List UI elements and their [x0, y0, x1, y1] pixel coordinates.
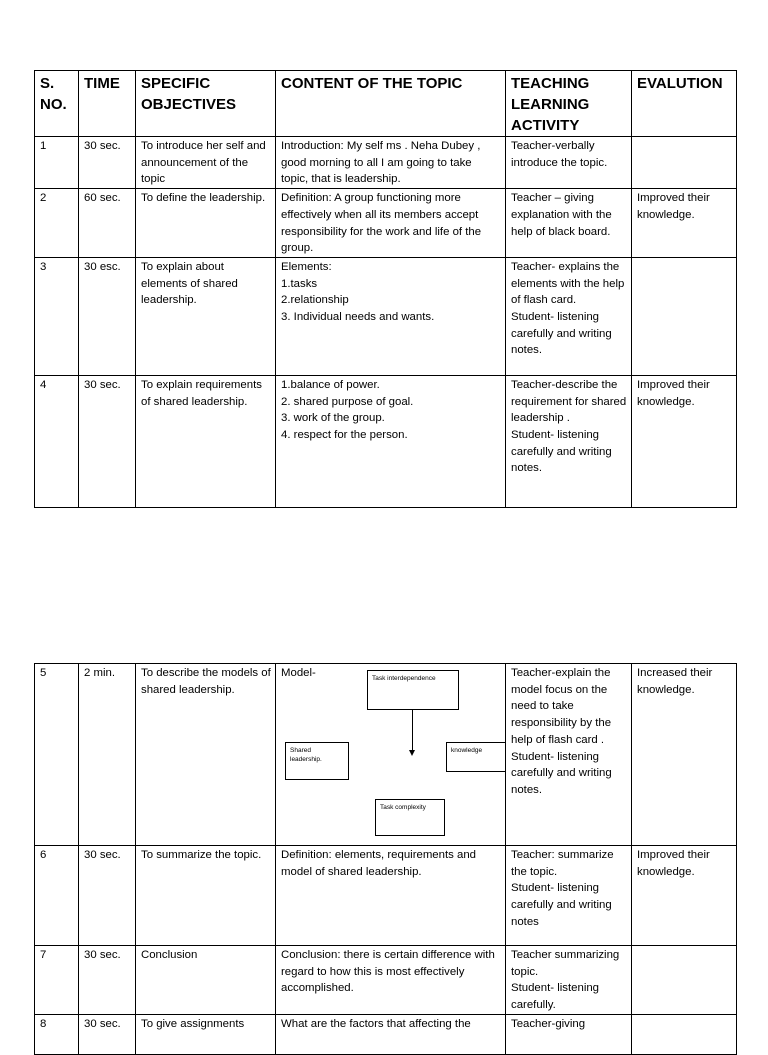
- cell-content: Elements: 1.tasks 2.relationship 3. Individual needs and wants.: [276, 257, 506, 375]
- cell-time: 60 sec.: [79, 189, 136, 258]
- cell-objective: To introduce her self and announcement of the topic: [136, 137, 276, 189]
- cell-time: 30 sec.: [79, 375, 136, 507]
- cell-evaluation: [632, 257, 737, 375]
- cell-activity: Teacher-explain the model focus on the need to take responsibility by the help of flash card . Student- listening carefully and writing notes.: [506, 664, 632, 846]
- table-row: [35, 257, 737, 375]
- cell-activity: Teacher-verbally introduce the topic.: [506, 137, 632, 189]
- cell-sno: 8: [35, 1014, 79, 1054]
- model-box-knowledge: knowledge: [446, 742, 506, 772]
- lesson-plan-table-2: [34, 663, 737, 1055]
- cell-time: 30 sec.: [79, 946, 136, 1015]
- lesson-plan-table-1: [34, 70, 737, 508]
- cell-content: Conclusion: there is certain difference with regard to how this is most effectively accomplished.: [276, 946, 506, 1015]
- cell-objective: To give assignments: [136, 1014, 276, 1054]
- table-row: [35, 946, 737, 1015]
- cell-content: Definition: A group functioning more effectively when all its members accept responsibility for the work and life of the group.: [276, 189, 506, 258]
- cell-evaluation: [632, 137, 737, 189]
- table-row: [35, 846, 737, 946]
- table-row: [35, 137, 737, 189]
- cell-evaluation: [632, 946, 737, 1015]
- table-row: [35, 1014, 737, 1054]
- cell-content: 1.balance of power. 2. shared purpose of goal. 3. work of the group. 4. respect for the person.: [276, 375, 506, 507]
- cell-sno: 6: [35, 846, 79, 946]
- table-row: [35, 375, 737, 507]
- cell-time: 30 sec.: [79, 137, 136, 189]
- cell-objective: To explain about elements of shared leadership.: [136, 257, 276, 375]
- model-label: Model-: [281, 667, 316, 679]
- table-header-row: [35, 71, 737, 137]
- header-content: CONTENT OF THE TOPIC: [276, 71, 506, 137]
- header-objectives: SPECIFIC OBJECTIVES: [136, 71, 276, 137]
- cell-content-model: [276, 664, 506, 846]
- cell-objective: To summarize the topic.: [136, 846, 276, 946]
- cell-evaluation: Improved their knowledge.: [632, 375, 737, 507]
- cell-content: Introduction: My self ms . Neha Dubey , good morning to all I am going to take topic, that is leadership.: [276, 137, 506, 189]
- cell-time: 30 sec.: [79, 1014, 136, 1054]
- cell-activity: Teacher-describe the requirement for shared leadership . Student- listening carefully and writing notes.: [506, 375, 632, 507]
- cell-objective: To describe the models of shared leadership.: [136, 664, 276, 846]
- cell-objective: Conclusion: [136, 946, 276, 1015]
- cell-time: 30 sec.: [79, 846, 136, 946]
- cell-activity: Teacher- explains the elements with the help of flash card. Student- listening carefully and writing notes.: [506, 257, 632, 375]
- model-box-task-complexity: Task complexity: [375, 799, 445, 836]
- cell-activity: Teacher – giving explanation with the help of black board.: [506, 189, 632, 258]
- header-evaluation: EVALUTION: [632, 71, 737, 137]
- cell-content: What are the factors that affecting the: [276, 1014, 506, 1054]
- cell-sno: 4: [35, 375, 79, 507]
- cell-evaluation: Improved their knowledge.: [632, 189, 737, 258]
- cell-activity: Teacher: summarize the topic. Student- listening carefully and writing notes: [506, 846, 632, 946]
- cell-time: 2 min.: [79, 664, 136, 846]
- header-sno: S. NO.: [35, 71, 79, 137]
- cell-objective: To define the leadership.: [136, 189, 276, 258]
- cell-evaluation: Improved their knowledge.: [632, 846, 737, 946]
- header-time: TIME: [79, 71, 136, 137]
- header-activity: TEACHING LEARNING ACTIVITY: [506, 71, 632, 137]
- cell-activity: Teacher summarizing topic. Student- listening carefully.: [506, 946, 632, 1015]
- cell-sno: 5: [35, 664, 79, 846]
- table-row: [35, 189, 737, 258]
- cell-evaluation: Increased their knowledge.: [632, 664, 737, 846]
- cell-sno: 7: [35, 946, 79, 1015]
- model-arrow-head-icon: [409, 750, 415, 756]
- model-box-task-interdependence: Task interdependence: [367, 670, 459, 710]
- cell-objective: To explain requirements of shared leadership.: [136, 375, 276, 507]
- cell-sno: 1: [35, 137, 79, 189]
- cell-time: 30 esc.: [79, 257, 136, 375]
- cell-sno: 3: [35, 257, 79, 375]
- table-row: [35, 664, 737, 846]
- cell-content: Definition: elements, requirements and model of shared leadership.: [276, 846, 506, 946]
- cell-evaluation: [632, 1014, 737, 1054]
- cell-sno: 2: [35, 189, 79, 258]
- model-box-shared-leadership: Shared leadership.: [285, 742, 349, 780]
- model-arrow-line: [412, 710, 413, 750]
- cell-activity: Teacher-giving: [506, 1014, 632, 1054]
